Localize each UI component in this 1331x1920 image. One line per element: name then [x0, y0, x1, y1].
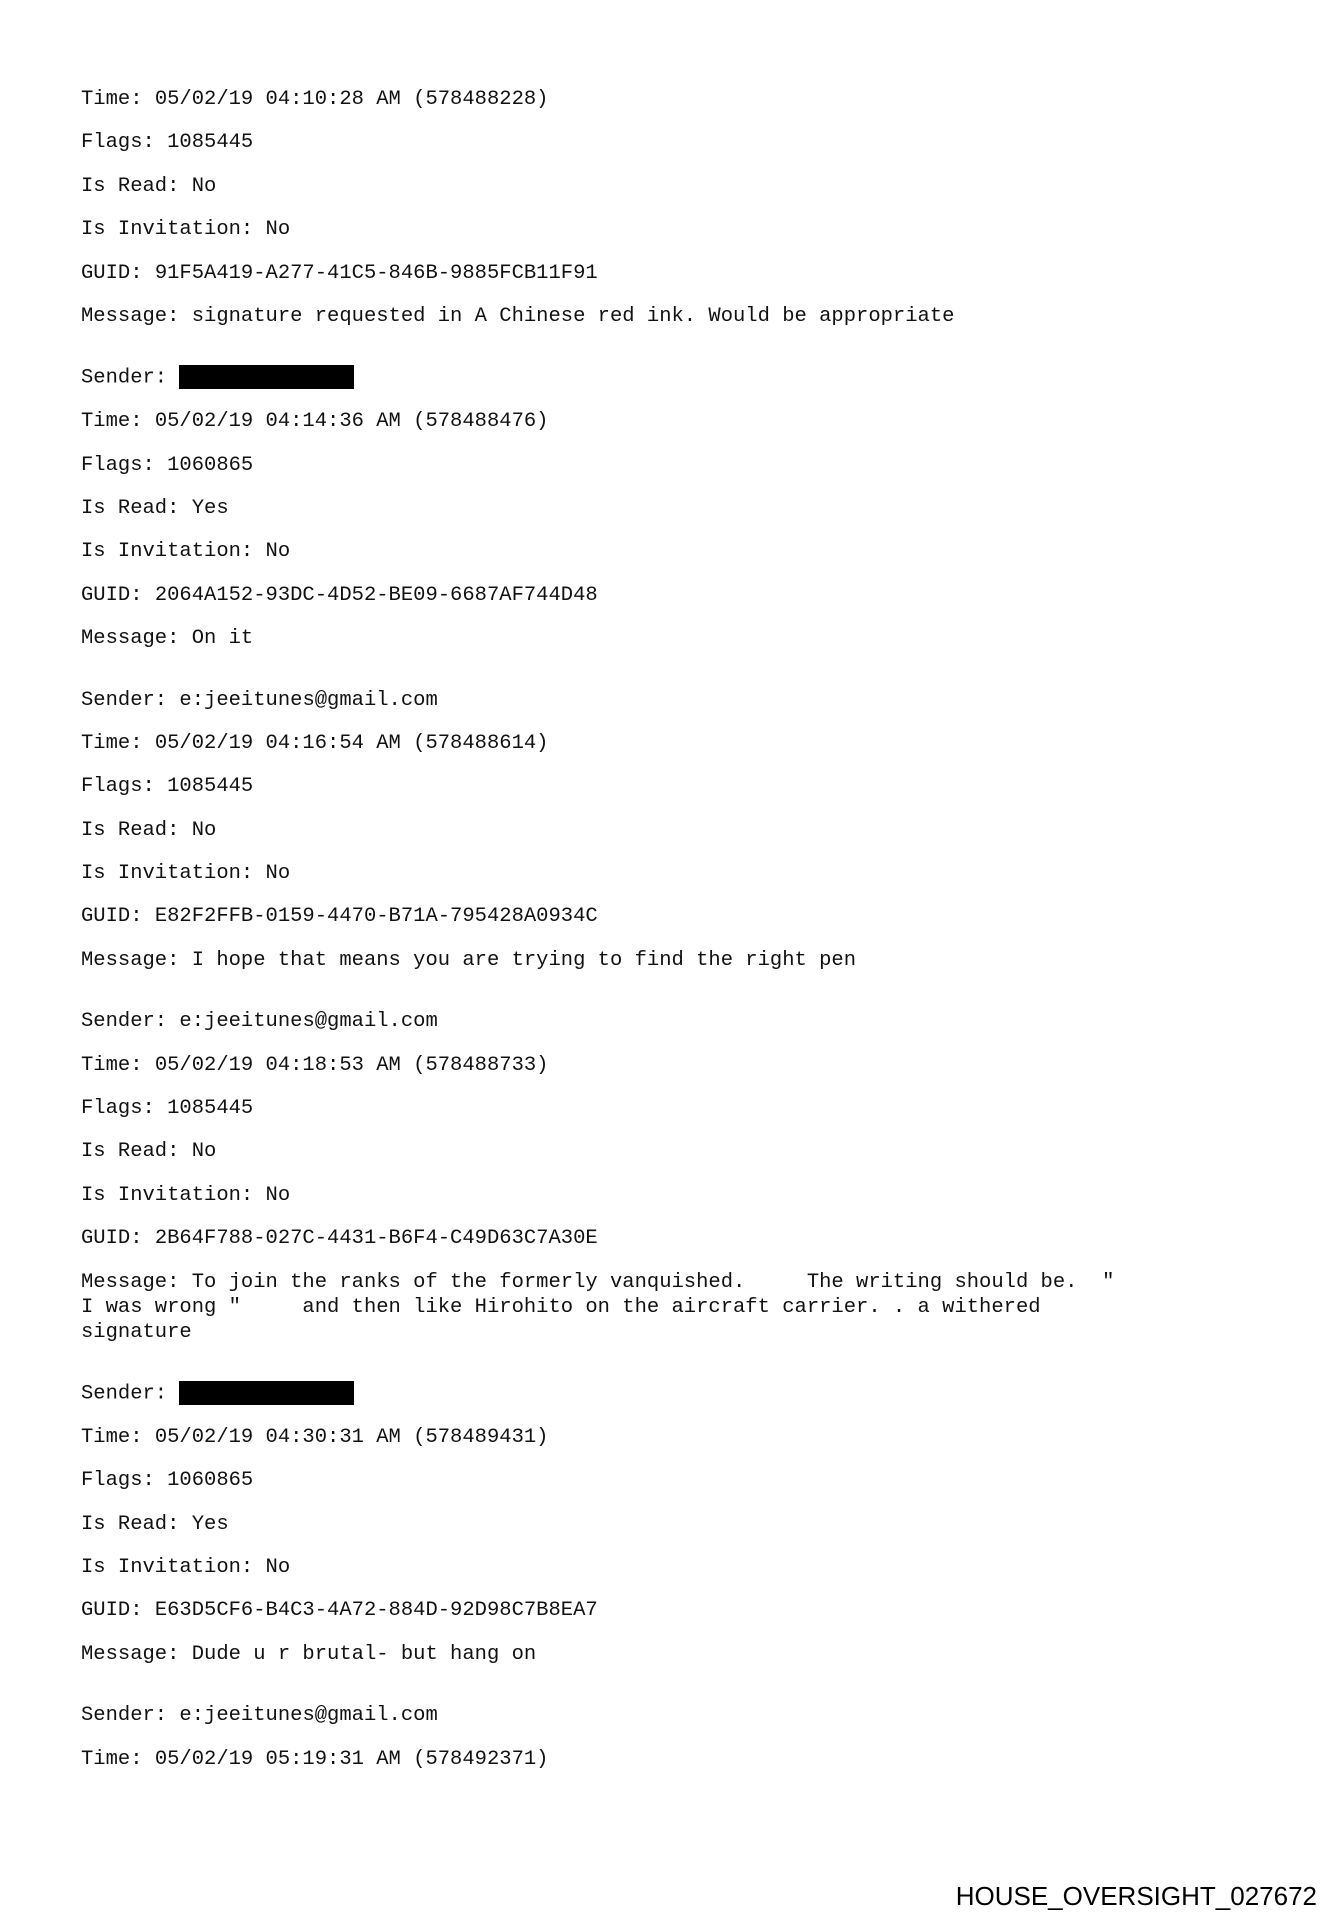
message-label: Message: [81, 948, 192, 972]
flags-value: 1085445 [167, 131, 254, 155]
time-label: Time: [81, 410, 155, 434]
message-text: Dude u r brutal- but hang on [191, 1642, 537, 1666]
message-line [81, 948, 1261, 973]
is-read-label: Is Read: [81, 174, 192, 198]
message-text: I hope that means you are trying to find the right pen [191, 948, 857, 972]
is-read-value: No [191, 174, 217, 198]
guid-label: GUID: [81, 261, 155, 285]
sender-label: Sender: [81, 688, 180, 712]
time-line [81, 409, 1261, 434]
message-log [81, 87, 1261, 1790]
guid-value: E82F2FFB-0159-4470-B71A-795428A0934C [154, 905, 598, 929]
time-value: 05/02/19 04:18:53 AM (578488733) [154, 1053, 549, 1077]
guid-value: 2064A152-93DC-4D52-BE09-6687AF744D48 [154, 583, 598, 607]
guid-line [81, 904, 1261, 929]
flags-label: Flags: [81, 1469, 168, 1493]
is-read-value: Yes [191, 496, 229, 520]
time-value: 05/02/19 04:16:54 AM (578488614) [154, 731, 549, 755]
is-read-label: Is Read: [81, 1512, 192, 1536]
message-entry [81, 688, 1261, 973]
flags-value: 1060865 [167, 1469, 254, 1493]
sender-value: e:jeeitunes@gmail.com [179, 1704, 438, 1728]
bates-number: HOUSE_OVERSIGHT_027672 [955, 1881, 1317, 1911]
sender-line [81, 688, 1261, 713]
is-invitation-line [81, 539, 1261, 564]
flags-line [81, 453, 1261, 478]
message-text: On it [191, 627, 254, 651]
flags-line [81, 1468, 1261, 1493]
message-label: Message: [81, 1270, 192, 1294]
message-entry [81, 1009, 1261, 1344]
is-invitation-label: Is Invitation: [81, 1183, 266, 1207]
time-value: 05/02/19 04:10:28 AM (578488228) [154, 88, 549, 111]
message-entry [81, 1703, 1261, 1771]
is-invitation-value: No [265, 862, 291, 886]
message-text: signature requested in A Chinese red ink. Would be appropriate [191, 304, 955, 328]
guid-value: E63D5CF6-B4C3-4A72-884D-92D98C7B8EA7 [154, 1599, 598, 1623]
sender-label: Sender: [81, 1382, 180, 1406]
guid-line [81, 261, 1261, 286]
flags-label: Flags: [81, 1097, 168, 1121]
time-label: Time: [81, 1747, 155, 1771]
time-line [81, 731, 1261, 756]
is-read-value: No [191, 818, 217, 842]
flags-label: Flags: [81, 453, 168, 477]
time-label: Time: [81, 1425, 155, 1449]
flags-value: 1085445 [167, 775, 254, 799]
message-line [81, 626, 1261, 651]
message-text: To join the ranks of the formerly vanquished. The writing should be. " I was wrong " and then like Hirohito on the aircraft carrier. . a withered signature [81, 1270, 1115, 1344]
flags-line [81, 1096, 1261, 1121]
sender-line [81, 1381, 1261, 1406]
guid-label: GUID: [81, 1227, 155, 1251]
sender-label: Sender: [81, 366, 180, 390]
message-entry [81, 1381, 1261, 1667]
is-invitation-label: Is Invitation: [81, 540, 266, 564]
time-label: Time: [81, 1053, 155, 1077]
message-entry [81, 87, 1261, 329]
flags-line [81, 774, 1261, 799]
is-read-value: Yes [191, 1512, 229, 1536]
redaction-box [179, 365, 354, 389]
time-label: Time: [81, 731, 155, 755]
sender-value: e:jeeitunes@gmail.com [179, 688, 438, 712]
flags-label: Flags: [81, 131, 168, 155]
is-read-line [81, 496, 1261, 521]
is-read-line [81, 818, 1261, 843]
guid-label: GUID: [81, 583, 155, 607]
sender-line [81, 1009, 1261, 1034]
is-read-line [81, 174, 1261, 199]
is-invitation-value: No [265, 1183, 291, 1207]
is-invitation-value: No [265, 540, 291, 564]
is-invitation-label: Is Invitation: [81, 218, 266, 242]
message-line [81, 304, 1261, 329]
is-invitation-value: No [265, 1555, 291, 1579]
redaction-box [179, 1381, 354, 1405]
message-line [81, 1270, 1261, 1345]
guid-label: GUID: [81, 1599, 155, 1623]
guid-value: 2B64F788-027C-4431-B6F4-C49D63C7A30E [154, 1227, 598, 1251]
sender-value: e:jeeitunes@gmail.com [179, 1010, 438, 1034]
is-invitation-line [81, 861, 1261, 886]
message-label: Message: [81, 304, 192, 328]
time-label: Time: [81, 88, 155, 111]
is-read-label: Is Read: [81, 1140, 192, 1164]
is-invitation-label: Is Invitation: [81, 862, 266, 886]
is-read-label: Is Read: [81, 496, 192, 520]
guid-line [81, 583, 1261, 608]
message-label: Message: [81, 627, 192, 651]
time-value: 05/02/19 04:14:36 AM (578488476) [154, 410, 549, 434]
is-read-line [81, 1139, 1261, 1164]
message-entry [81, 365, 1261, 651]
message-label: Message: [81, 1642, 192, 1666]
flags-label: Flags: [81, 775, 168, 799]
is-invitation-value: No [265, 218, 291, 242]
time-line [81, 1425, 1261, 1450]
time-value: 05/02/19 05:19:31 AM (578492371) [154, 1747, 549, 1771]
is-invitation-line [81, 1555, 1261, 1580]
sender-label: Sender: [81, 1010, 180, 1034]
is-invitation-line [81, 217, 1261, 242]
guid-label: GUID: [81, 905, 155, 929]
is-read-label: Is Read: [81, 818, 192, 842]
is-invitation-line [81, 1183, 1261, 1208]
is-read-line [81, 1512, 1261, 1537]
is-read-value: No [191, 1140, 217, 1164]
sender-line [81, 1703, 1261, 1728]
guid-value: 91F5A419-A277-41C5-846B-9885FCB11F91 [154, 261, 598, 285]
guid-line [81, 1226, 1261, 1251]
sender-label: Sender: [81, 1704, 180, 1728]
message-line [81, 1642, 1261, 1667]
time-value: 05/02/19 04:30:31 AM (578489431) [154, 1425, 549, 1449]
guid-line [81, 1598, 1261, 1623]
time-line [81, 1747, 1261, 1772]
sender-line [81, 365, 1261, 390]
flags-value: 1060865 [167, 453, 254, 477]
is-invitation-label: Is Invitation: [81, 1555, 266, 1579]
time-line [81, 1053, 1261, 1078]
flags-value: 1085445 [167, 1097, 254, 1121]
time-line [81, 87, 1261, 112]
flags-line [81, 130, 1261, 155]
